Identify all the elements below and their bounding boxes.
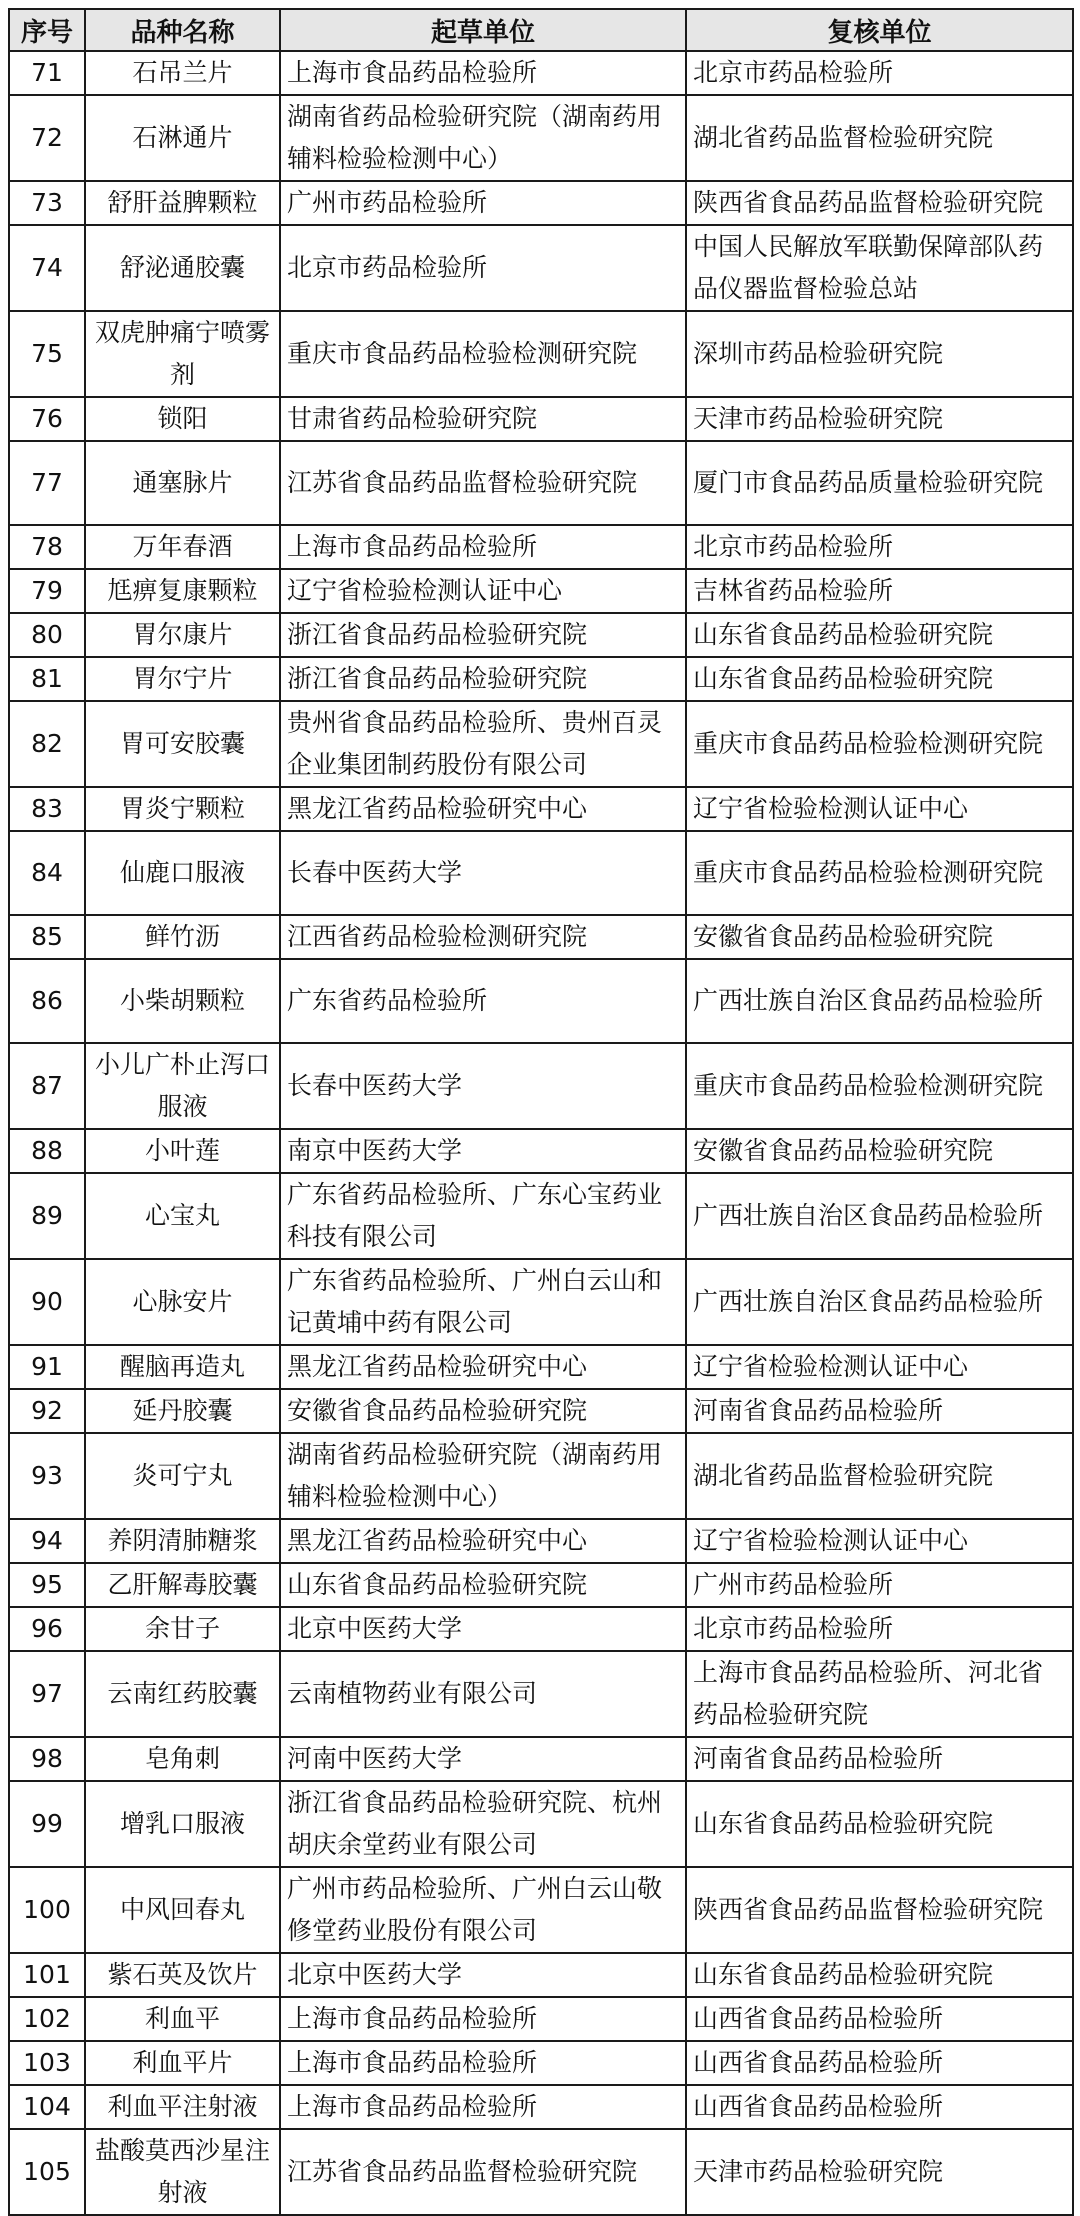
row-review-unit: 河南省食品药品检验所	[686, 1389, 1073, 1433]
table-row	[9, 397, 1073, 441]
header-name: 品种名称	[85, 9, 280, 51]
row-review-unit: 广西壮族自治区食品药品检验所	[686, 1259, 1073, 1345]
row-review-unit: 中国人民解放军联勤保障部队药品仪器监督检验总站	[686, 225, 1073, 311]
table-row	[9, 613, 1073, 657]
row-drafting-unit: 北京市药品检验所	[280, 225, 686, 311]
row-drafting-unit: 南京中医药大学	[280, 1129, 686, 1173]
table-row	[9, 525, 1073, 569]
row-number: 82	[9, 701, 85, 787]
row-number: 79	[9, 569, 85, 613]
row-number: 99	[9, 1781, 85, 1867]
row-review-unit: 上海市食品药品检验所、河北省药品检验研究院	[686, 1651, 1073, 1737]
row-number: 100	[9, 1867, 85, 1953]
row-drafting-unit: 长春中医药大学	[280, 831, 686, 915]
row-number: 88	[9, 1129, 85, 1173]
row-drafting-unit: 长春中医药大学	[280, 1043, 686, 1129]
row-review-unit: 山东省食品药品检验研究院	[686, 1953, 1073, 1997]
row-review-unit: 辽宁省检验检测认证中心	[686, 1345, 1073, 1389]
row-drafting-unit: 黑龙江省药品检验研究中心	[280, 787, 686, 831]
row-product-name: 增乳口服液	[85, 1781, 280, 1867]
units-table	[8, 8, 1074, 2216]
table-row	[9, 2041, 1073, 2085]
row-review-unit: 广西壮族自治区食品药品检验所	[686, 1173, 1073, 1259]
row-number: 77	[9, 441, 85, 525]
row-product-name: 小柴胡颗粒	[85, 959, 280, 1043]
table-row	[9, 831, 1073, 915]
row-number: 104	[9, 2085, 85, 2129]
table-row	[9, 1607, 1073, 1651]
row-product-name: 尪痹复康颗粒	[85, 569, 280, 613]
table-row	[9, 1129, 1073, 1173]
row-product-name: 万年春酒	[85, 525, 280, 569]
row-review-unit: 陕西省食品药品监督检验研究院	[686, 181, 1073, 225]
table-row	[9, 701, 1073, 787]
row-number: 90	[9, 1259, 85, 1345]
row-drafting-unit: 广州市药品检验所	[280, 181, 686, 225]
row-drafting-unit: 广东省药品检验所、广州白云山和记黄埔中药有限公司	[280, 1259, 686, 1345]
row-product-name: 余甘子	[85, 1607, 280, 1651]
row-review-unit: 重庆市食品药品检验检测研究院	[686, 701, 1073, 787]
row-review-unit: 广西壮族自治区食品药品检验所	[686, 959, 1073, 1043]
row-drafting-unit: 广东省药品检验所、广东心宝药业科技有限公司	[280, 1173, 686, 1259]
table-row	[9, 1433, 1073, 1519]
row-product-name: 胃尔宁片	[85, 657, 280, 701]
row-review-unit: 安徽省食品药品检验研究院	[686, 1129, 1073, 1173]
row-product-name: 炎可宁丸	[85, 1433, 280, 1519]
table-row	[9, 1563, 1073, 1607]
table-row	[9, 2129, 1073, 2215]
row-number: 102	[9, 1997, 85, 2041]
row-review-unit: 重庆市食品药品检验检测研究院	[686, 1043, 1073, 1129]
row-product-name: 胃炎宁颗粒	[85, 787, 280, 831]
row-product-name: 双虎肿痛宁喷雾剂	[85, 311, 280, 397]
row-drafting-unit: 黑龙江省药品检验研究中心	[280, 1519, 686, 1563]
row-drafting-unit: 广州市药品检验所、广州白云山敬修堂药业股份有限公司	[280, 1867, 686, 1953]
table-row	[9, 959, 1073, 1043]
table-row	[9, 569, 1073, 613]
row-review-unit: 山西省食品药品检验所	[686, 2085, 1073, 2129]
header-no: 序号	[9, 9, 85, 51]
row-product-name: 延丹胶囊	[85, 1389, 280, 1433]
table-row	[9, 1997, 1073, 2041]
row-number: 85	[9, 915, 85, 959]
row-review-unit: 辽宁省检验检测认证中心	[686, 1519, 1073, 1563]
table-row	[9, 95, 1073, 181]
row-drafting-unit: 浙江省食品药品检验研究院、杭州胡庆余堂药业有限公司	[280, 1781, 686, 1867]
row-number: 105	[9, 2129, 85, 2215]
row-review-unit: 辽宁省检验检测认证中心	[686, 787, 1073, 831]
row-number: 101	[9, 1953, 85, 1997]
row-drafting-unit: 北京中医药大学	[280, 1953, 686, 1997]
row-drafting-unit: 北京中医药大学	[280, 1607, 686, 1651]
row-review-unit: 厦门市食品药品质量检验研究院	[686, 441, 1073, 525]
row-number: 72	[9, 95, 85, 181]
row-drafting-unit: 辽宁省检验检测认证中心	[280, 569, 686, 613]
row-drafting-unit: 山东省食品药品检验研究院	[280, 1563, 686, 1607]
row-review-unit: 深圳市药品检验研究院	[686, 311, 1073, 397]
row-product-name: 石淋通片	[85, 95, 280, 181]
row-review-unit: 山东省食品药品检验研究院	[686, 613, 1073, 657]
row-product-name: 石吊兰片	[85, 51, 280, 95]
row-number: 89	[9, 1173, 85, 1259]
row-number: 91	[9, 1345, 85, 1389]
row-product-name: 心宝丸	[85, 1173, 280, 1259]
row-review-unit: 山西省食品药品检验所	[686, 1997, 1073, 2041]
row-review-unit: 重庆市食品药品检验检测研究院	[686, 831, 1073, 915]
table-row	[9, 1259, 1073, 1345]
row-number: 74	[9, 225, 85, 311]
row-number: 86	[9, 959, 85, 1043]
header-row	[9, 9, 1073, 51]
row-number: 78	[9, 525, 85, 569]
row-product-name: 仙鹿口服液	[85, 831, 280, 915]
row-product-name: 心脉安片	[85, 1259, 280, 1345]
row-product-name: 舒肝益脾颗粒	[85, 181, 280, 225]
table-row	[9, 51, 1073, 95]
row-drafting-unit: 浙江省食品药品检验研究院	[280, 657, 686, 701]
row-review-unit: 湖北省药品监督检验研究院	[686, 95, 1073, 181]
row-drafting-unit: 安徽省食品药品检验研究院	[280, 1389, 686, 1433]
row-drafting-unit: 上海市食品药品检验所	[280, 2085, 686, 2129]
row-number: 92	[9, 1389, 85, 1433]
row-product-name: 醒脑再造丸	[85, 1345, 280, 1389]
table-row	[9, 1953, 1073, 1997]
row-number: 84	[9, 831, 85, 915]
table-row	[9, 441, 1073, 525]
row-review-unit: 天津市药品检验研究院	[686, 397, 1073, 441]
table-row	[9, 1651, 1073, 1737]
row-product-name: 乙肝解毒胶囊	[85, 1563, 280, 1607]
row-product-name: 胃可安胶囊	[85, 701, 280, 787]
row-review-unit: 陕西省食品药品监督检验研究院	[686, 1867, 1073, 1953]
row-drafting-unit: 浙江省食品药品检验研究院	[280, 613, 686, 657]
row-product-name: 紫石英及饮片	[85, 1953, 280, 1997]
row-drafting-unit: 上海市食品药品检验所	[280, 51, 686, 95]
row-review-unit: 吉林省药品检验所	[686, 569, 1073, 613]
row-product-name: 鲜竹沥	[85, 915, 280, 959]
table-row	[9, 1519, 1073, 1563]
row-review-unit: 天津市药品检验研究院	[686, 2129, 1073, 2215]
row-product-name: 利血平	[85, 1997, 280, 2041]
row-product-name: 盐酸莫西沙星注射液	[85, 2129, 280, 2215]
row-review-unit: 北京市药品检验所	[686, 51, 1073, 95]
row-product-name: 小叶莲	[85, 1129, 280, 1173]
row-drafting-unit: 贵州省食品药品检验所、贵州百灵企业集团制药股份有限公司	[280, 701, 686, 787]
row-product-name: 锁阳	[85, 397, 280, 441]
row-review-unit: 河南省食品药品检验所	[686, 1737, 1073, 1781]
table-row	[9, 787, 1073, 831]
table-row	[9, 181, 1073, 225]
header-drafter: 起草单位	[280, 9, 686, 51]
row-number: 73	[9, 181, 85, 225]
row-drafting-unit: 广东省药品检验所	[280, 959, 686, 1043]
row-number: 76	[9, 397, 85, 441]
row-number: 83	[9, 787, 85, 831]
row-product-name: 中风回春丸	[85, 1867, 280, 1953]
row-product-name: 胃尔康片	[85, 613, 280, 657]
row-review-unit: 广州市药品检验所	[686, 1563, 1073, 1607]
row-review-unit: 山东省食品药品检验研究院	[686, 1781, 1073, 1867]
table-row	[9, 1043, 1073, 1129]
row-drafting-unit: 湖南省药品检验研究院（湖南药用辅料检验检测中心）	[280, 95, 686, 181]
row-product-name: 养阴清肺糖浆	[85, 1519, 280, 1563]
table-row	[9, 657, 1073, 701]
row-review-unit: 北京市药品检验所	[686, 525, 1073, 569]
table-row	[9, 1345, 1073, 1389]
table-row	[9, 915, 1073, 959]
row-drafting-unit: 江苏省食品药品监督检验研究院	[280, 441, 686, 525]
row-drafting-unit: 黑龙江省药品检验研究中心	[280, 1345, 686, 1389]
table-row	[9, 311, 1073, 397]
table-row	[9, 1389, 1073, 1433]
row-review-unit: 北京市药品检验所	[686, 1607, 1073, 1651]
row-product-name: 通塞脉片	[85, 441, 280, 525]
row-number: 98	[9, 1737, 85, 1781]
row-drafting-unit: 甘肃省药品检验研究院	[280, 397, 686, 441]
row-product-name: 利血平注射液	[85, 2085, 280, 2129]
row-drafting-unit: 江苏省食品药品监督检验研究院	[280, 2129, 686, 2215]
row-number: 103	[9, 2041, 85, 2085]
row-number: 87	[9, 1043, 85, 1129]
row-product-name: 云南红药胶囊	[85, 1651, 280, 1737]
row-drafting-unit: 上海市食品药品检验所	[280, 525, 686, 569]
header-reviewer: 复核单位	[686, 9, 1073, 51]
row-number: 93	[9, 1433, 85, 1519]
row-review-unit: 山西省食品药品检验所	[686, 2041, 1073, 2085]
table-row	[9, 1173, 1073, 1259]
row-number: 81	[9, 657, 85, 701]
row-product-name: 利血平片	[85, 2041, 280, 2085]
row-number: 96	[9, 1607, 85, 1651]
row-review-unit: 安徽省食品药品检验研究院	[686, 915, 1073, 959]
row-number: 94	[9, 1519, 85, 1563]
row-number: 95	[9, 1563, 85, 1607]
row-review-unit: 山东省食品药品检验研究院	[686, 657, 1073, 701]
row-drafting-unit: 上海市食品药品检验所	[280, 2041, 686, 2085]
table-row	[9, 1867, 1073, 1953]
table-row	[9, 1781, 1073, 1867]
row-drafting-unit: 江西省药品检验检测研究院	[280, 915, 686, 959]
row-drafting-unit: 重庆市食品药品检验检测研究院	[280, 311, 686, 397]
table-row	[9, 2085, 1073, 2129]
row-number: 71	[9, 51, 85, 95]
row-product-name: 皂角刺	[85, 1737, 280, 1781]
row-drafting-unit: 河南中医药大学	[280, 1737, 686, 1781]
table-row	[9, 1737, 1073, 1781]
row-drafting-unit: 湖南省药品检验研究院（湖南药用辅料检验检测中心）	[280, 1433, 686, 1519]
row-product-name: 舒泌通胶囊	[85, 225, 280, 311]
row-number: 97	[9, 1651, 85, 1737]
row-product-name: 小儿广朴止泻口服液	[85, 1043, 280, 1129]
row-number: 75	[9, 311, 85, 397]
row-drafting-unit: 云南植物药业有限公司	[280, 1651, 686, 1737]
row-number: 80	[9, 613, 85, 657]
row-review-unit: 湖北省药品监督检验研究院	[686, 1433, 1073, 1519]
row-drafting-unit: 上海市食品药品检验所	[280, 1997, 686, 2041]
table-row	[9, 225, 1073, 311]
